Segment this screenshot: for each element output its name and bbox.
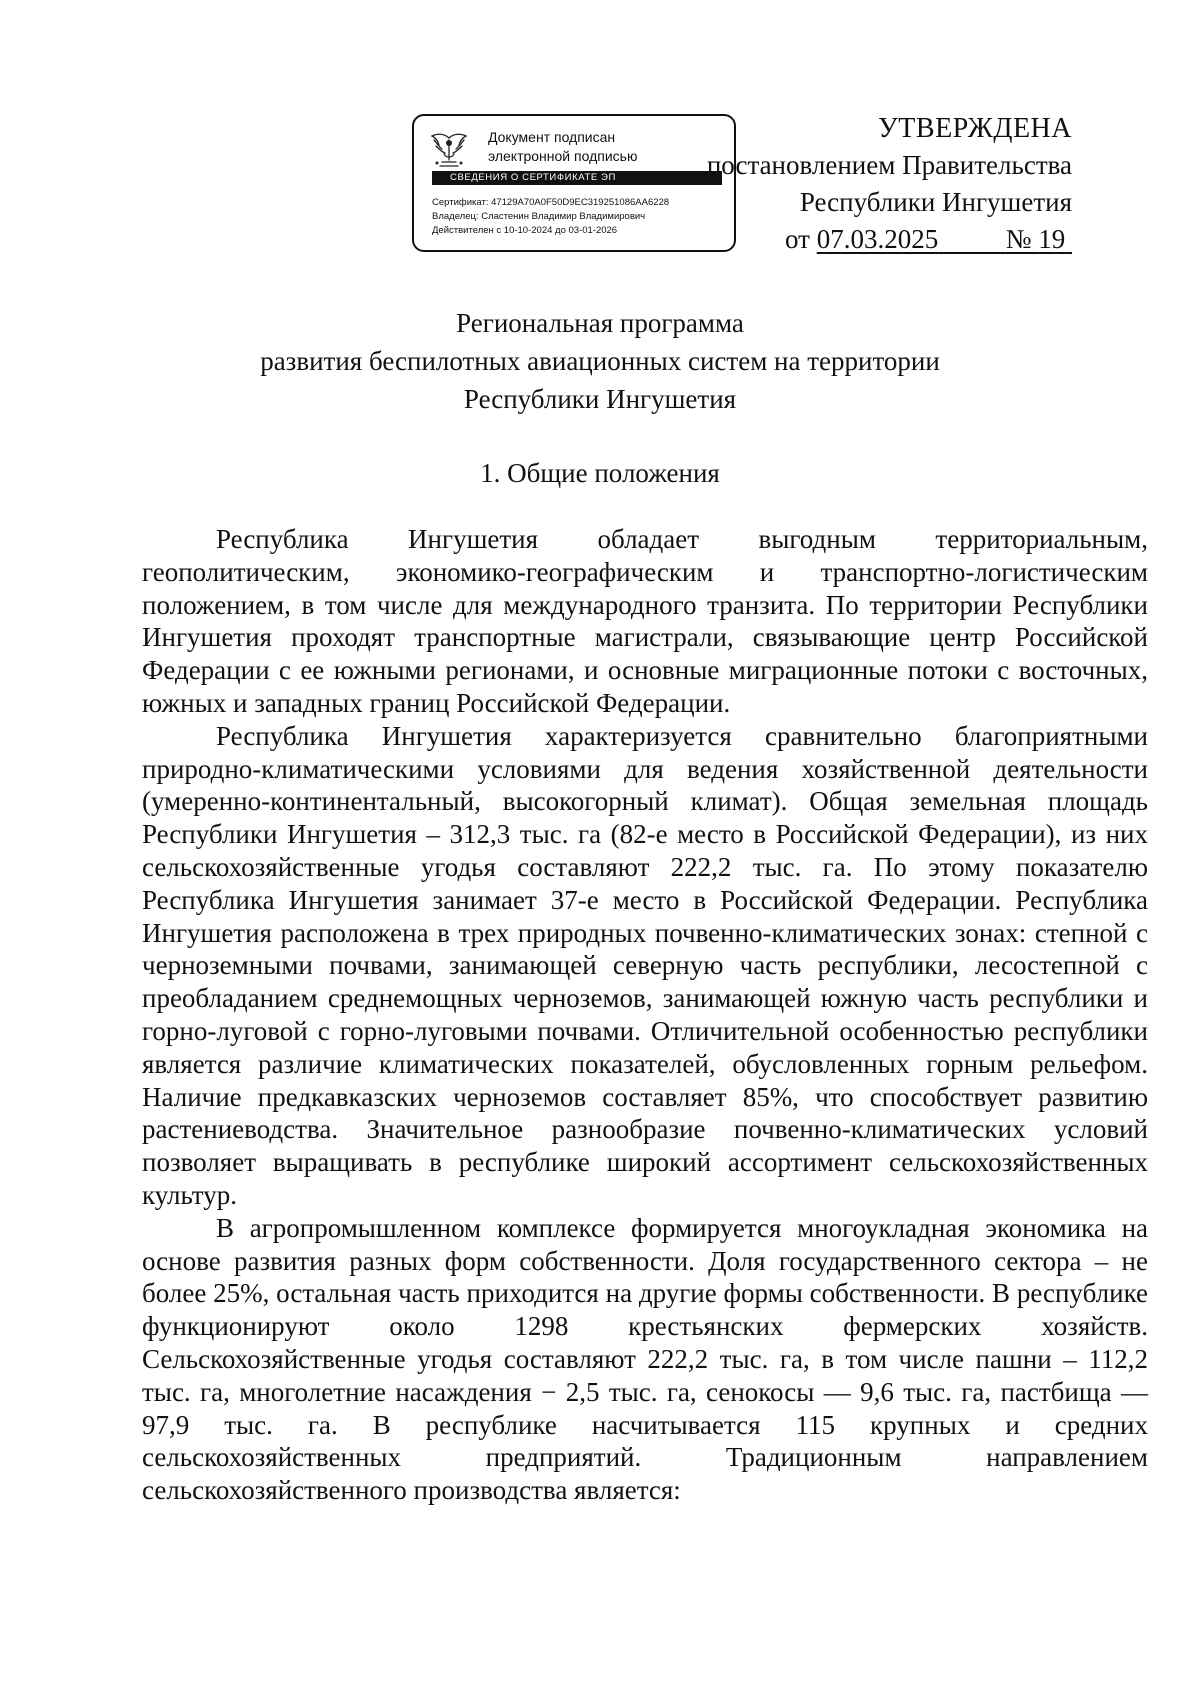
paragraph: В агропромышленном комплексе формируется многоукладная экономика на основе развития разных форм собственности. Доля государственного сектора – не более 25%, остальная часть приходится на другие формы собственности. В республике функционируют около 1298 крестьянских фермерских хозяйств. Сельскохозяйственные угодья составляют 222,2 тыс. га, в том числе пашни – 112,2 тыс. га, многолетние насаждения − 2,5 тыс. га, сенокосы — 9,6 тыс. га, пастбища — 97,9 тыс. га. В республике насчитывается 115 крупных и средних сельскохозяйственных предприятий. Традиционным направлением сельскохозяйственного производства является: [142,1212,1148,1506]
approval-date-line [707,221,1072,258]
coat-of-arms-icon [428,130,470,170]
approval-number [1006,224,1072,254]
title-line1: Региональная программа [456,308,744,338]
approval-heading: УТВЕРЖДЕНА [877,113,1072,144]
stamp-valid-dates: Действителен с 10-10-2024 до 03-01-2026 [432,225,618,236]
approval-line1: постановлением Правительства [706,150,1072,180]
electronic-signature-stamp [412,114,736,252]
approval-number-value: 19 [1038,224,1066,254]
approval-line2: Республики Ингушетия [799,187,1072,217]
approval-block [707,110,1072,258]
stamp-details [432,196,669,238]
stamp-title [488,128,637,166]
document-title [0,304,1200,418]
stamp-certificate-bar: СВЕДЕНИЯ О СЕРТИФИКАТЕ ЭП [432,171,722,185]
paragraph: Республика Ингушетия характеризуется сравнительно благоприятными природно-климатическими условиями для ведения хозяйственной деятельности (умеренно-континентальный, высокогорный климат). Общая земельная площадь Республики Ингушетия – 312,3 тыс. га (82-е место в Российской Федерации), из них сельскохозяйственные угодья составляют 222,2 тыс. га. По этому показателю Республика Ингушетия занимает 37-е место в Российской Федерации. Республика Ингушетия расположена в трех природных почвенно-климатических зонах: степной с черноземными почвами, занимающей северную часть республики, лесостепной с преобладанием среднемощных черноземов, занимающей южную часть республики и горно-луговой с горно-луговыми почвами. Отличительной особенностью республики является различие климатических показателей, обусловленных горным рельефом. Наличие предкавказских черноземов составляет 85%, что способствует развитию растениеводства. Значительное разнообразие почвенно-климатических условий позволяет выращивать в республике широкий ассортимент сельскохозяйственных культур. [142,720,1148,1210]
paragraph: Республика Ингушетия обладает выгодным территориальным, геополитическим, экономико-географическим и транспортно-логистическим положением, в том числе для международного транзита. По территории Республики Ингушетия проходят транспортные магистрали, связывающие центр Российской Федерации с ее южными регионами, и основные миграционные потоки с восточных, южных и западных границ Российской Федерации. [142,524,1148,718]
date-prefix: от [785,224,817,254]
stamp-title-line1: Документ подписан [488,129,616,145]
approval-date-value: 07.03.2025 [816,224,939,254]
title-line3: Республики Ингушетия [463,384,737,414]
stamp-title-line2: электронной подписью [488,148,638,164]
stamp-certificate: Сертификат: 47129A70A0F50D9EC319251086AA6228 [432,197,670,208]
title-line2: развития беспилотных авиационных систем на территории [260,346,940,376]
document-body [142,523,1148,1507]
approval-date [817,224,1006,254]
stamp-owner: Владелец: Сластенин Владимир Владимирович [432,211,646,222]
section-heading: 1. Общие положения [480,458,720,488]
number-prefix: № [1005,224,1039,254]
